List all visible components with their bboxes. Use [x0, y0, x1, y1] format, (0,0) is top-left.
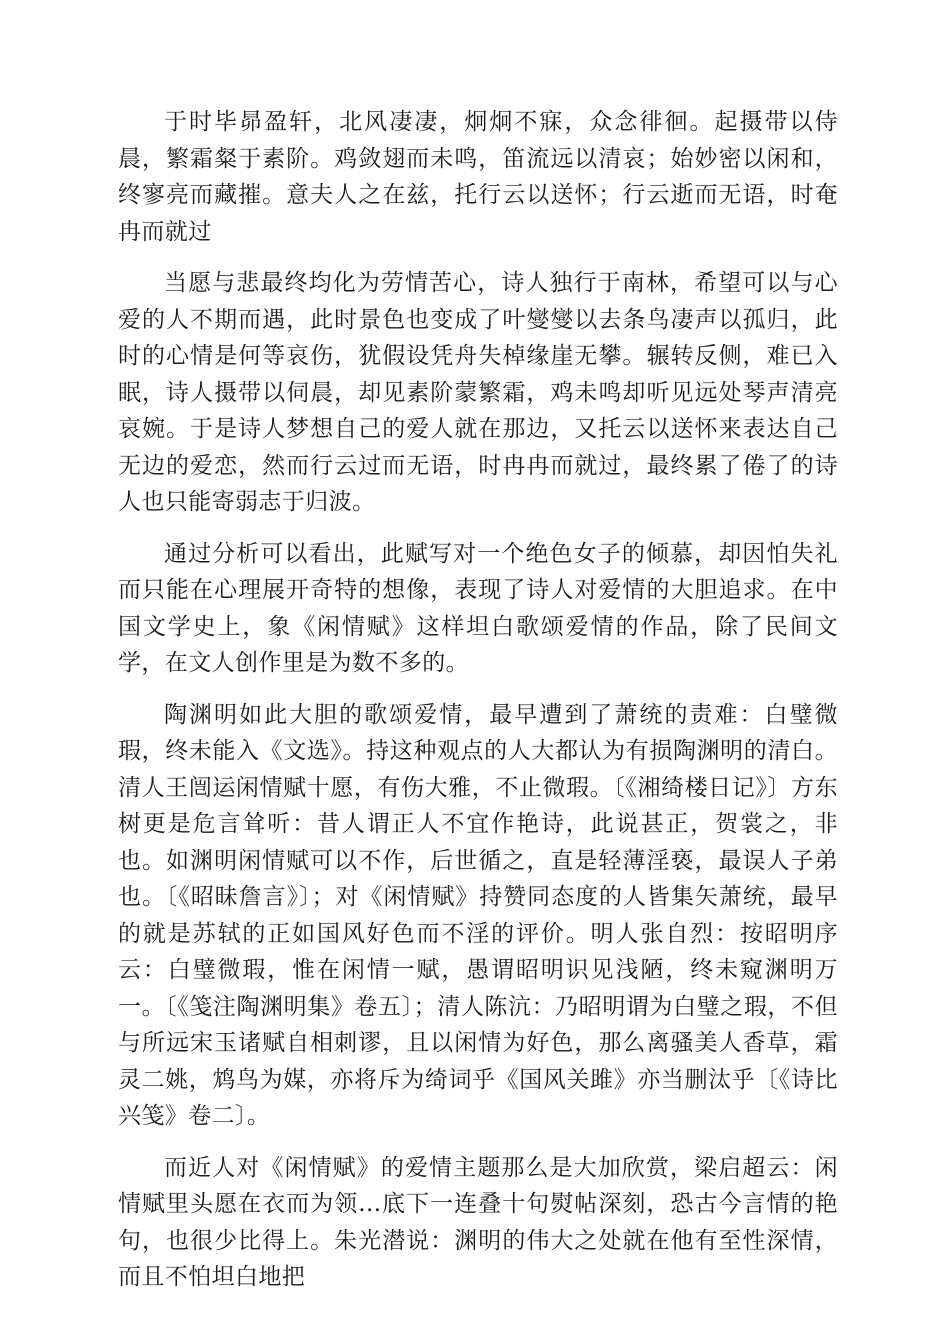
paragraph-night-scene: 于时毕昴盈轩，北风凄凄，炯炯不寐，众念徘徊。起摄带以侍晨，繁霜粲于素阶。鸡敛翅而未鸣，笛流远以清哀；始妙密以闲和，终寥亮而藏摧。意夫人之在兹，托行云以送怀；行云逝而无语，时奄冉而就过	[118, 109, 838, 245]
document-page	[118, 104, 838, 1311]
paragraph-poet-longing: 当愿与悲最终均化为劳情苦心，诗人独行于南林，希望可以与心爱的人不期而遇，此时景色也变成了叶燮燮以去条鸟凄声以孤归，此时的心情是何等哀伤，犹假设凭舟失棹缘崖无攀。辗转反侧，难已入眠，诗人摄带以伺晨，却见素阶蒙繁霜，鸡未鸣却听见远处琴声清亮哀婉。于是诗人梦想自己的爱人就在那边，又托云以送怀来表达自己无边的爱恋，然而行云过而无语，时冉冉而就过，最终累了倦了的诗人也只能寄弱志于归波。	[118, 270, 838, 515]
paragraph-criticism: 陶渊明如此大胆的歌颂爱情，最早遭到了萧统的责难：白璧微瑕，终未能入《文选》。持这种观点的人大都认为有损陶渊明的清白。清人王闿运闲情赋十愿，有伤大雅，不止微瑕。〔《湘绮楼日记》〕方东树更是危言耸听：昔人谓正人不宜作艳诗，此说甚正，贺裳之，非也。如渊明闲情赋可以不作，后世循之，直是轻薄淫亵，最误人子弟也。〔《昭昧詹言》〕；对《闲情赋》持赞同态度的人皆集矢萧统，最早的就是苏轼的正如国风好色而不淫的评价。明人张自烈：按昭明序云：白璧微瑕，惟在闲情一赋，愚谓昭明识见浅陋，终未窥渊明万一。〔《笺注陶渊明集》卷五〕；清人陈沆：乃昭明谓为白璧之瑕，不但与所远宋玉诸赋自相刺谬，且以闲情为好色，那么离骚美人香草，霜灵二姚，鸩鸟为媒，亦将斥为绮词乎《国风关雎》亦当删汰乎〔《诗比兴笺》卷二〕。	[118, 701, 838, 1129]
paragraph-modern-views: 而近人对《闲情赋》的爱情主题那么是大加欣赏，梁启超云：闲情赋里头愿在衣而为领...底下一连叠十句熨帖深刻，恐古今言情的艳句，也很少比得上。朱光潜说：渊明的伟大之处就在他有至性深情，而且不怕坦白地把	[118, 1154, 838, 1290]
paragraph-analysis: 通过分析可以看出，此赋写对一个绝色女子的倾慕，却因怕失礼而只能在心理展开奇特的想像，表现了诗人对爱情的大胆追求。在中国文学史上，象《闲情赋》这样坦白歌颂爱情的作品，除了民间文学，在文人创作里是为数不多的。	[118, 540, 838, 676]
